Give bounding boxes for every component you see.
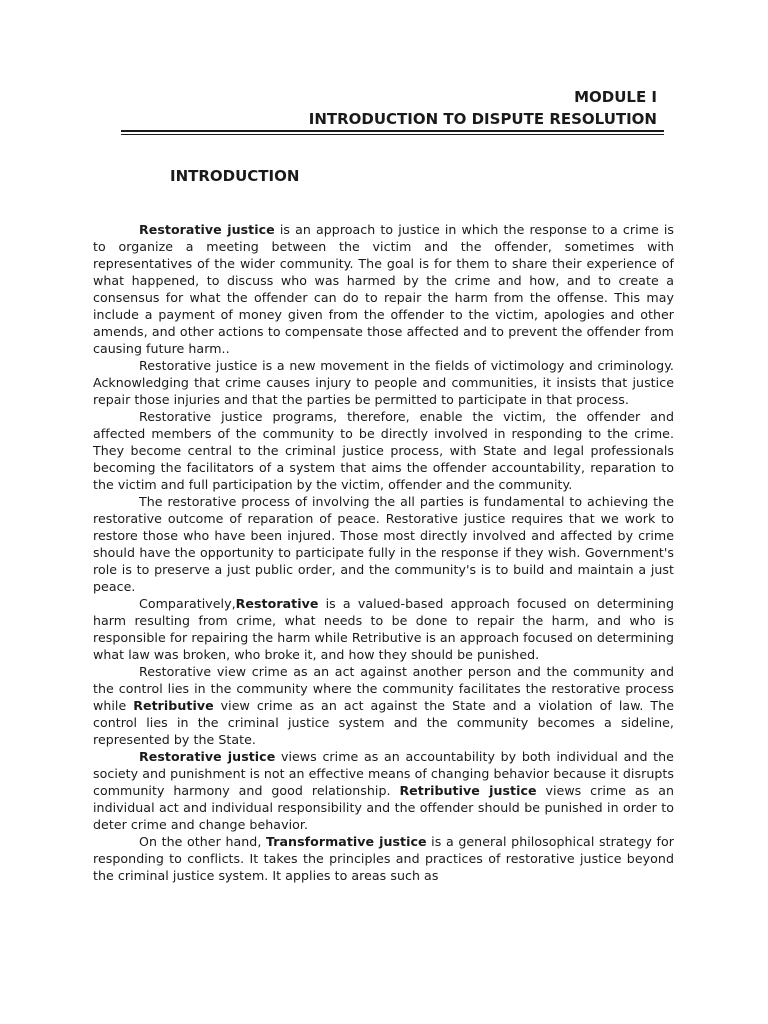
body-text (93, 221, 674, 884)
paragraph-text: view crime as an act against the State and a violation of law. The control lies in the criminal justice system and the community becomes a sideline, represented by the State. (93, 698, 674, 747)
paragraph-text: views crime as an individual act and individual responsibility and the offender should be punished in order to deter crime and change behavior. (93, 783, 674, 832)
bold-term: Restorative justice (139, 749, 276, 764)
paragraph-7 (93, 748, 674, 833)
header-rule-thick (121, 130, 664, 132)
paragraph-text: Restorative justice programs, therefore, enable the victim, the offender and affected members of the community to be directly involved in responding to the crime. They become central to the criminal justice process, with State and legal professionals becoming the facilitators of a system that aims the offender accountability, reparation to the victim and full participation by the victim, offender and the community. (93, 409, 674, 492)
paragraph-2 (93, 357, 674, 408)
paragraph-text: is a valued-based approach focused on determining harm resulting from crime, what needs to be done to repair the harm, and who is responsible for repairing the harm while Retributive is an approach focused on determining what law was broken, who broke it, and how they should be punished. (93, 596, 674, 662)
paragraph-text: The restorative process of involving the all parties is fundamental to achieving the restorative outcome of reparation of peace. Restorative justice requires that we work to restore those who have been injured. Those most directly involved and affected by crime should have the opportunity to participate fully in the response if they wish. Government's role is to preserve a just public order, and the community's is to build and maintain a just peace. (93, 494, 674, 594)
paragraph-text: Restorative justice is a new movement in the fields of victimology and criminology. Acknowledging that crime causes injury to people and communities, it insists that justice repair those injuries and that the parties be permitted to participate in that process. (93, 358, 674, 407)
paragraph-3 (93, 408, 674, 493)
paragraph-6 (93, 663, 674, 748)
bold-term: Restorative (235, 596, 319, 611)
bold-term: Retributive justice (399, 783, 537, 798)
module-number: MODULE I (574, 88, 657, 106)
paragraph-text: Restorative view crime as an act against another person and the community and the control lies in the community where the community facilitates the restorative process while (93, 664, 674, 713)
paragraph-text: is an approach to justice in which the response to a crime is to organize a meeting between the victim and the offender, sometimes with representatives of the wider community. The goal is for them to share their experience of what happened, to discuss who was harmed by the crime and how, and to create a consensus for what the offender can do to repair the harm from the offense. This may include a payment of money given from the offender to the victim, apologies and other amends, and other actions to compensate those affected and to prevent the offender from causing future harm.. (93, 222, 675, 356)
module-header (120, 86, 657, 130)
paragraph-5 (93, 595, 674, 663)
bold-term: Retributive (133, 698, 214, 713)
paragraph-1 (93, 221, 674, 357)
paragraph-4 (93, 493, 674, 595)
paragraph-text: views crime as an accountability by both individual and the society and punishment is not an effective means of changing behavior because it disrupts community harmony and good relationship. (93, 749, 674, 798)
bold-term: Transformative justice (265, 834, 427, 849)
paragraph-8 (93, 833, 674, 884)
bold-term: Restorative justice (139, 222, 275, 237)
module-title: INTRODUCTION TO DISPUTE RESOLUTION (308, 110, 657, 128)
section-heading: INTRODUCTION (170, 167, 300, 185)
paragraph-text: is a general philosophical strategy for responding to conflicts. It takes the principles and practices of restorative justice beyond the criminal justice system. It applies to areas such as (93, 834, 674, 883)
paragraph-text: On the other hand, (139, 834, 266, 849)
paragraph-text: Comparatively, (139, 596, 236, 611)
header-rule-thin (121, 134, 664, 135)
